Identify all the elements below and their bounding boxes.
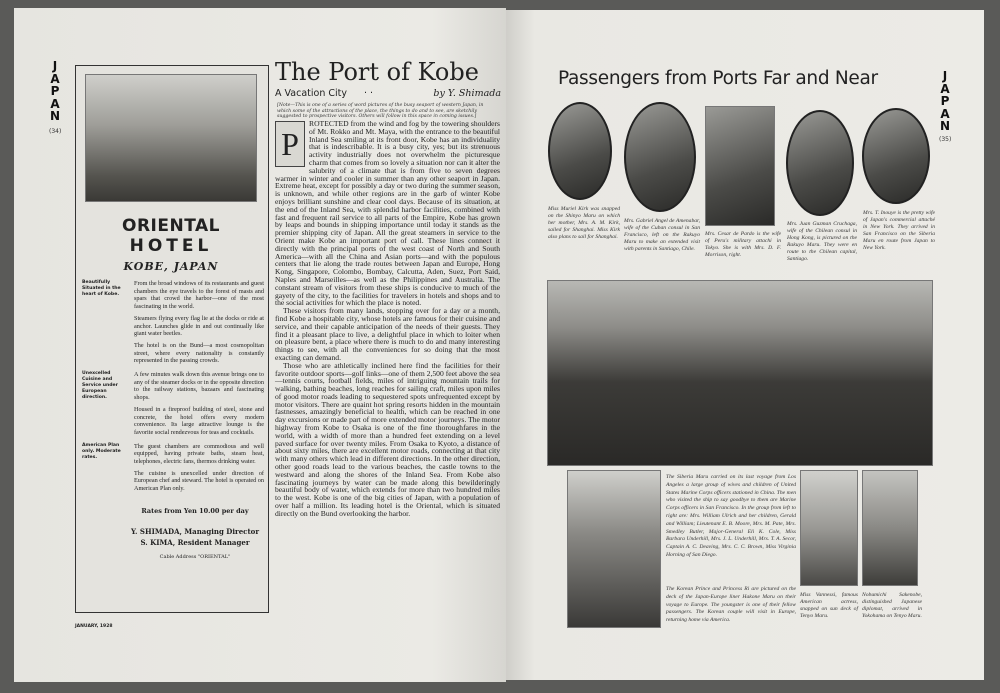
caption: Miss Muriel Kirk was snapped on the Shinyo Maru on which her mother, Mrs. A. M. Kirk, sailed for Shanghai. Miss Kirk also plans to sail for Shanghai. xyxy=(548,206,620,240)
portrait-amenabar xyxy=(624,102,696,212)
marine-corps-group-photo xyxy=(547,280,933,466)
page-footer-date: JANUARY, 1928 xyxy=(75,624,113,629)
ad-manager-1: Y. SHIMADA, Managing Director xyxy=(130,526,260,536)
caption: Mrs. Cesar de Pardo is the wife of Peru's military attachi in Tokyo. She is with Mrs. D. F. Morrison, right. xyxy=(705,231,781,258)
ad-title-1: ORIENTAL xyxy=(122,216,220,236)
article-body xyxy=(275,120,500,518)
article-subtitle xyxy=(275,88,501,100)
ad-body xyxy=(82,280,264,561)
caption: Nobumichi Sakenobe, distinguished Japanese diplomat, arrived in Yokohama on Tenyo Maru. xyxy=(862,592,922,619)
caption: The Korean Prince and Princess Ri are pictured on the deck of the Japan-Europe liner Hakone Maru on their voyage to Europe. The youngster is one of their fellow passengers. The Korean couple will visit in Europe, returning home via America. xyxy=(666,586,796,624)
article-title: The Port of Kobe xyxy=(275,58,479,86)
portrait-cruchaga xyxy=(786,110,854,216)
korean-prince-princess-photo xyxy=(567,470,661,628)
masthead-vertical: J A P A N xyxy=(49,59,61,123)
subtitle-text: A Vacation City xyxy=(275,88,347,99)
caption: The Siberia Maru carried on its last voyage from Los Angeles a large group of wives and children of United States Marine Corps officers stationed in China. The men who visited the ship to say goodbye to them are Marine Corps officers in San Francisco. In the group from left to right are: Mrs. William Ulrich and her children, Gerald and William; Lieutenant E. B. Moore, Mrs. M. Pate, Mrs. Smedley Butler, Major-General Eli K. Cole, Miss Barbara Underhill, Mrs. J. L. Underhill, Mrs. T. A. Secor, Captain A. C. Deaving, Mrs. C. C. Brown, Miss Virginia Horning of San Diego. xyxy=(666,474,796,558)
portrait-inouye xyxy=(862,108,930,204)
ad-paragraph: The cuisine is unexcelled under direction of European chef and steward. The hotel is operated on American Plan only. xyxy=(134,469,264,493)
ad-rates: Rates from Yen 10.00 per day xyxy=(141,506,249,515)
oriental-hotel-ad xyxy=(75,65,269,613)
portrait-muriel-kirk xyxy=(548,102,612,200)
ad-paragraph: The hotel is on the Bund—a most cosmopolitan street, where every nationality is constantly represented in the passing crowds. xyxy=(134,341,264,365)
portrait-de-pardo-morrison xyxy=(705,106,775,226)
ad-sidenote: Unexcelled Cuisine and Service under European direction. xyxy=(82,371,118,401)
ad-sidenote: American Plan only. Moderate rates. xyxy=(82,442,121,460)
miss-vannessi-photo xyxy=(800,470,858,586)
nobumichi-sakenobe-photo xyxy=(862,470,918,586)
paragraph xyxy=(275,120,500,307)
paragraph: These visitors from many lands, stopping over for a day or a month, find Kobe a hospitable city, whose hotels are famous for their cuisine and service, and their capable anticipation of the needs of their guests. They find it a pleasant place to live, a delightful place in which to loiter when on pleasure bent, a place where there is much to do and many interesting things to see, with all the conveniences for so doing that the most exacting can demand. xyxy=(275,306,500,362)
caption: Miss Vannessi, famous American actress, snapped on sun deck of Tenyo Maru. xyxy=(800,592,858,619)
ad-location: KOBE, JAPAN xyxy=(123,260,219,273)
paragraph-text: ROTECTED from the wind and fog by the towering shoulders of Mt. Rokko and Mt. Maya, with the entrance to the beautiful Inland Sea smiling at its front door, Kobe has an individuality that is indescribable. It is a busy city, yes; but its strenuous activity industrially does not overwhelm the picturesque charm that comes from so lovely a situation nor can it alter the salubrity of a climate that is from five to seven degrees warmer in winter and cooler in summer than any other seaport in Japan. Extreme heat, except for possibly a day or two during the summer season, is unknown, and while other regions are in the garb of winter Kobe enjoys brilliant sunshine and clear cool days. Because of its situation, at the end of the Inland Sea, with splendid harbor facilities, combined with fast and frequent rail service to all parts of the Empire, Kobe has grown by leaps and bounds in shipping importance until today it stands as the premier shipping city of Japan. All the great steamers in service to the Orient make Kobe an important port of call. These lines connect it directly with the principal ports of the west coast of North and South America—with all the China and Asian ports—and with the populous centers that lie along the trade routes between Japan and Europe, Hong Kong, Singapore, Colombo, Bombay, Calcutta, Aden, Suez, Port Said, Naples and Marseilles—as well as the Philippines and Australia. The constant stream of visitors from these ships is conducive to much of the gayety of the city, to the facilities for travelers in hotels and shops and to the social activities for which the place is noted. xyxy=(275,119,500,308)
right-page xyxy=(506,10,984,680)
ad-paragraph: Housed in a fireproof building of steel, stone and concrete, the hotel offers every modern convenience. Its large attractive lounge is the favorite social rendezvous for teas and cocktails. xyxy=(134,405,264,436)
ad-paragraph: From the broad windows of its restaurants and guest chambers the eye travels to the forest of masts and spars that crowd the harbor—one of the most fascinating in the world. xyxy=(134,280,264,311)
ad-paragraph: A few minutes walk down this avenue brings one to any of the steamer docks or in the opposite direction to the railway stations, bazaars and fascinating shops. xyxy=(134,371,264,402)
masthead-vertical: J A P A N xyxy=(939,69,951,133)
ad-paragraph: The guest chambers are commodious and well equipped, having private baths, steam heat, telephones, electric fans, thermos drinking water. xyxy=(134,442,264,466)
subtitle-dots: · · xyxy=(364,88,374,99)
editor-note: [Note—This is one of a series of word pictures of the busy seaport of western Japan, in which some of the attractions of the place, the things to do and to see, are sketchily suggested to prospective visitors. Others will follow in this space in coming issues.] xyxy=(277,103,484,120)
ad-cable-address: Cable Address "ORIENTAL" xyxy=(159,553,231,560)
caption: Mrs. Juan Guzman Cruchaga, wife of the Chilean consul in Hong Kong, is pictured on the Rakuyo Maru. They were en route to the Chilean capital, Santiago. xyxy=(787,221,857,262)
drop-cap: P xyxy=(275,121,305,167)
page-title: Passengers from Ports Far and Near xyxy=(558,68,878,89)
ad-manager-2: S. KIMA, Resident Manager xyxy=(140,537,250,547)
page-number: (34) xyxy=(49,128,62,135)
byline: by Y. Shimada xyxy=(433,88,501,99)
ad-paragraph: Steamers flying every flag lie at the docks or ride at anchor. Launches glide in and out continually like giant water beetles. xyxy=(134,314,264,338)
caption: Mrs. Gabriel Angel de Amenabar, wife of the Cuban consul in San Francisco, left on the Rakuyo Maru to make an extended visit with parents in Santiago, Chile. xyxy=(624,218,700,252)
ad-sidenote: Beautifully Situated in the heart of Kobe. xyxy=(82,280,121,297)
ad-section xyxy=(82,280,264,365)
caption: Mrs. T. Inouye is the pretty wife of Japan's commercial attaché in New York. They arrived in San Francisco on the Siberia Maru en route from Japan to New York. xyxy=(863,210,935,251)
ad-section xyxy=(82,443,264,493)
ad-section xyxy=(82,371,264,437)
hotel-building-photo xyxy=(85,74,257,202)
ad-title-2: HOTEL xyxy=(129,236,213,256)
left-page xyxy=(14,8,506,682)
page-number: (35) xyxy=(939,136,952,143)
paragraph: Those who are athletically inclined here find the facilities for their favorite outdoor sports—golf links—one of them 2,500 feet above the sea—tennis courts, football fields, miles of intriguing mountain trails for walking, bathing beaches, long reaches for sailing craft, miles upon miles of good motor roads leading to sequestered spots unfrequented except by motor visitors. There are quaint hot spring resorts hidden in the mountain fastnesses, amazingly beneficial to health, which can be reached in one day excursions or made part of more extended motor journeys. The motor highway from Kobe to Osaka is one of the fine thoroughfares in the world, with a width of more than a hundred feet extending on a level paved surface for over twenty miles. From Osaka to Kyoto, a distance of about sixty miles, there are excellent motor roads, connecting at that city with many others which lead in different directions. In the other direction, other good roads lead to the various beaches, the castle towns to the westward and along the shores of the Inland Sea. From Kobe also fascinating journeys by water can be made along this bewilderingly beautiful body of water, which extends for more than two hundred miles to the west. Kobe is one of the big cities of Japan, with a population of over half a million. Its leading hotel is the Oriental, which is situated directly on the Bund overlooking the harbor. xyxy=(275,360,500,518)
